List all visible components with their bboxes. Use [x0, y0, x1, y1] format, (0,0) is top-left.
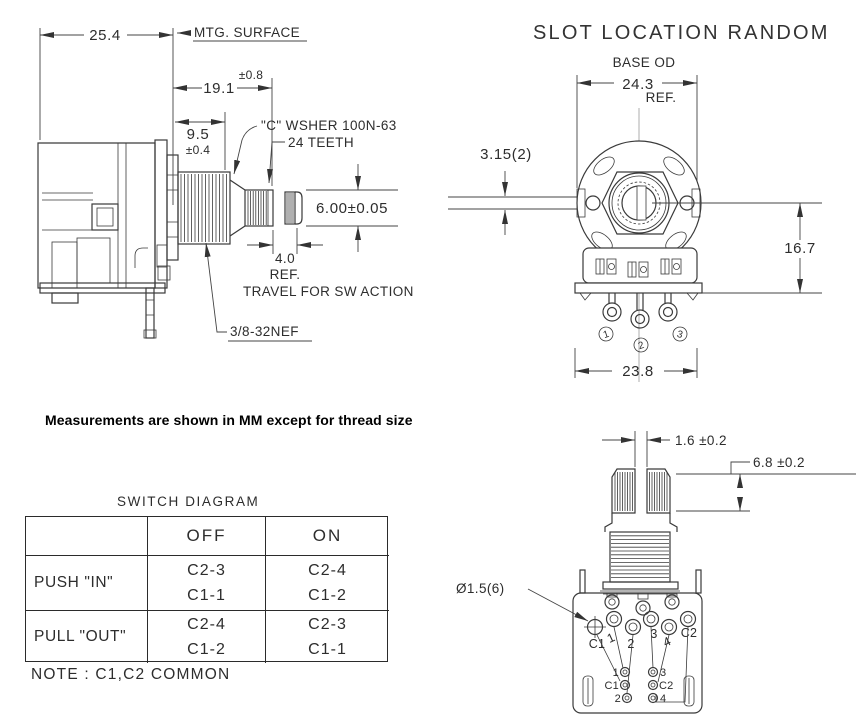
- thread-spec-text: 3/8-32NEF: [230, 324, 299, 339]
- switch-table-title: SWITCH DIAGRAM: [117, 494, 260, 509]
- hole-label-2: 2: [627, 637, 635, 651]
- switch-table-row-pull-label: PULL "OUT": [26, 611, 148, 663]
- teeth-text: 24 TEETH: [288, 135, 354, 150]
- push-on-value-1: C2-4: [308, 562, 347, 579]
- pad-label-3: 3: [660, 667, 667, 679]
- switch-table-row-push-label: PUSH "IN": [26, 556, 148, 611]
- base-od-label: BASE OD: [612, 55, 676, 70]
- dim-4-0-ref-text: REF.: [269, 267, 301, 282]
- dim-hole-diameter-text: Ø1.5(6): [456, 581, 505, 596]
- terminal-3-badge: [671, 325, 688, 342]
- hole-label-c1: C1: [588, 637, 606, 651]
- tol-9-5-text: ±0.4: [185, 143, 211, 157]
- travel-note-text: TRAVEL FOR SW ACTION: [243, 284, 414, 299]
- pad-label-c2: C2: [659, 680, 674, 692]
- hole-label-1: 1: [604, 630, 618, 646]
- dim-9-5: [175, 112, 225, 170]
- units-note: Measurements are shown in MM except for thread size: [45, 412, 413, 428]
- pull-off-value-1: C2-4: [187, 616, 226, 633]
- dim-25-4-text: 25.4: [89, 27, 121, 44]
- c-washer-text: "C" WSHER 100N-63: [261, 118, 397, 133]
- dim-slot-width-text: 1.6 ±0.2: [675, 433, 727, 448]
- bottom-view-holes: [584, 612, 697, 652]
- switch-table-push-on-cell: [266, 556, 389, 611]
- switch-table-push-off-cell: [148, 556, 266, 611]
- switch-table-corner-cell: [26, 517, 148, 556]
- front-view-switch-block: [575, 248, 702, 328]
- bottom-view-body: [573, 593, 702, 713]
- dim-base-od-ref: REF.: [645, 90, 677, 105]
- hole-label-3: 3: [650, 627, 658, 641]
- bottom-view-pads: [605, 667, 674, 705]
- pull-off-value-2: C1-2: [187, 641, 226, 658]
- switch-table-header-on: ON: [266, 517, 389, 556]
- front-view-drawing: [430, 0, 860, 410]
- pull-on-value-1: C2-3: [308, 616, 347, 633]
- dim-4-0-travel: [243, 228, 414, 299]
- pad-label-c1: C1: [604, 680, 619, 692]
- tol-19-1-text: ±0.8: [238, 68, 264, 82]
- terminal-1-number: 1: [601, 328, 611, 342]
- terminal-2-badge: [632, 336, 650, 354]
- bottom-view-shaft: [580, 469, 701, 594]
- hole-label-4: 4: [660, 634, 674, 650]
- teeth-callout: [269, 135, 354, 183]
- mtg-surface-callout: [177, 25, 307, 41]
- pad-label-2: 2: [614, 693, 621, 705]
- front-view-title: SLOT LOCATION RANDOM: [533, 22, 830, 44]
- dim-23-8-text: 23.8: [622, 363, 654, 380]
- side-view-body: [38, 140, 178, 338]
- pull-on-value-2: C1-1: [308, 641, 347, 658]
- dim-16-7: [702, 203, 822, 293]
- switch-table-header-off: OFF: [148, 517, 266, 556]
- side-view-drawing: [0, 0, 430, 410]
- terminal-1-badge: [597, 325, 615, 343]
- dim-tab-thickness: [448, 146, 578, 235]
- dim-base-od-text: 24.3: [622, 76, 654, 93]
- dim-6-00: [306, 164, 398, 252]
- hole-label-c2: C2: [680, 626, 698, 640]
- dim-6-00-text: 6.00±0.05: [315, 200, 389, 217]
- dim-23-8: [575, 348, 697, 380]
- dim-9-5-text: 9.5: [186, 126, 210, 143]
- dim-19-1-text: 19.1: [203, 80, 235, 97]
- terminal-3-number: 3: [675, 328, 684, 342]
- push-on-value-2: C1-2: [308, 587, 347, 604]
- dim-25-4: [40, 27, 173, 205]
- pad-label-4: 4: [660, 693, 667, 705]
- bottom-view-drawing: [430, 420, 860, 717]
- push-off-value-1: C2-3: [187, 562, 226, 579]
- dim-hole-diameter: [456, 581, 588, 621]
- side-view-bushing-shaft: [178, 172, 302, 244]
- switch-table-note: NOTE : C1,C2 COMMON: [31, 666, 231, 683]
- terminal-2-number: 2: [636, 339, 646, 353]
- dim-tab-text: 3.15(2): [480, 146, 532, 163]
- mtg-surface-text: MTG. SURFACE: [194, 25, 301, 40]
- push-off-value-2: C1-1: [187, 587, 226, 604]
- switch-table-pull-on-cell: [266, 611, 389, 663]
- dim-slot-depth: [676, 455, 856, 511]
- dim-slot-depth-text: 6.8 ±0.2: [753, 455, 805, 470]
- pad-label-1: 1: [612, 667, 619, 679]
- dim-slot-width: [602, 431, 727, 467]
- dim-4-0-text: 4.0: [275, 251, 295, 266]
- switch-table: [25, 516, 388, 662]
- dim-16-7-text: 16.7: [784, 240, 816, 257]
- switch-table-pull-off-cell: [148, 611, 266, 663]
